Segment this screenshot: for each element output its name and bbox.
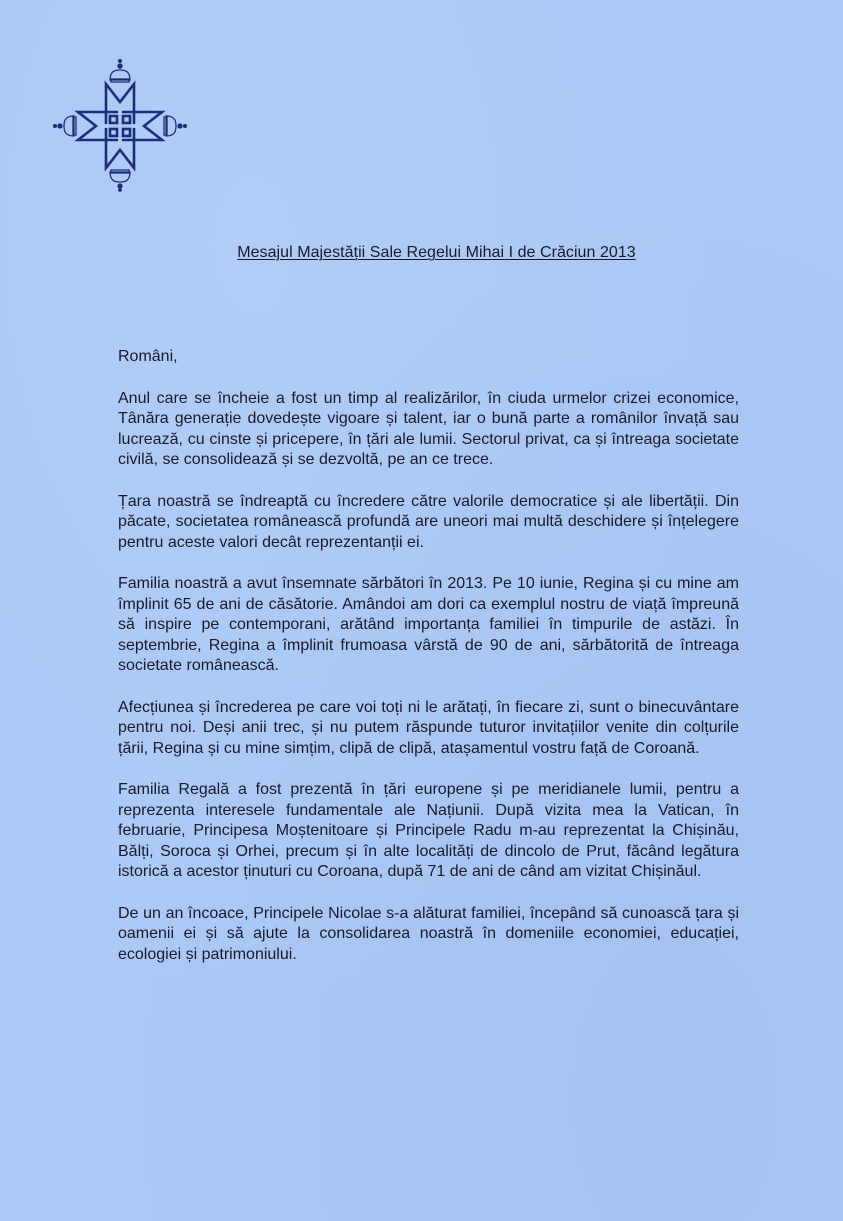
royal-monogram-cross-icon (52, 58, 188, 192)
letter-title (0, 244, 843, 262)
paragraph-6: De un an încoace, Principele Nicolae s-a alăturat familiei, începând să cunoască țara și oamenii ei și să ajute la consolidarea noastră în domeniile economiei, educației, ecologiei și patrimoniului. (118, 904, 739, 963)
paragraph-4: Afecțiunea și încrederea pe care voi toți ni le arătați, în fiecare zi, sunt o binecuvântare pentru noi. Deși anii trec, și nu putem răspunde tuturor invitațiilor venite din colțurile țării, Regina și cu mine simțim, clipă de clipă, atașamentul vostru față de Coroană. (118, 698, 739, 757)
paragraph-1: Anul care se încheie a fost un timp al realizărilor, în ciuda urmelor crizei economice, Tânăra generație dovedește vigoare și talent, iar o bună parte a românilor învață sau lucrează, cu cinste și pricepere, în țări ale lumii. Sectorul privat, ca și întreaga societate civilă, se consolidează și se dezvoltă, pe an ce trece. (118, 389, 739, 468)
salutation: Români, (118, 348, 178, 365)
paragraph-3: Familia noastră a avut însemnate sărbători în 2013. Pe 10 iunie, Regina și cu mine am împlinit 65 de ani de căsătorie. Amândoi am dori ca exemplul nostru de viață împreună să inspire pe contemporani, arătând importanța familiei în timpurile de astăzi. În septembrie, Regina a împlinit frumoasa vârstă de 90 de ani, sărbătorită de întreaga societate românească. (118, 575, 739, 674)
paragraph-5: Familia Regală a fost prezentă în țări europene și pe meridianele lumii, pentru a reprezenta interesele fundamentale ale Națiunii. După vizita mea la Vatican, în februarie, Principesa Moștenitoare și Principele Radu m-au reprezentat la Chișinău, Bălți, Soroca și Orhei, precum și în alte localități de dincolo de Prut, făcând legătura istorică a acestor ținuturi cu Coroana, după 71 de ani de când am vizitat Chișinăul. (118, 781, 739, 880)
letter-title-text: Mesajul Majestății Sale Regelui Mihai I de Crăciun 2013 (237, 244, 636, 261)
letter-body (118, 347, 739, 965)
paragraph-2: Țara noastră se îndreaptă cu încredere către valorile democratice și ale libertății. Din păcate, societatea românească profundă are uneori mai multă deschidere și înțelegere pentru aceste valori decât reprezentanții ei. (118, 492, 739, 551)
